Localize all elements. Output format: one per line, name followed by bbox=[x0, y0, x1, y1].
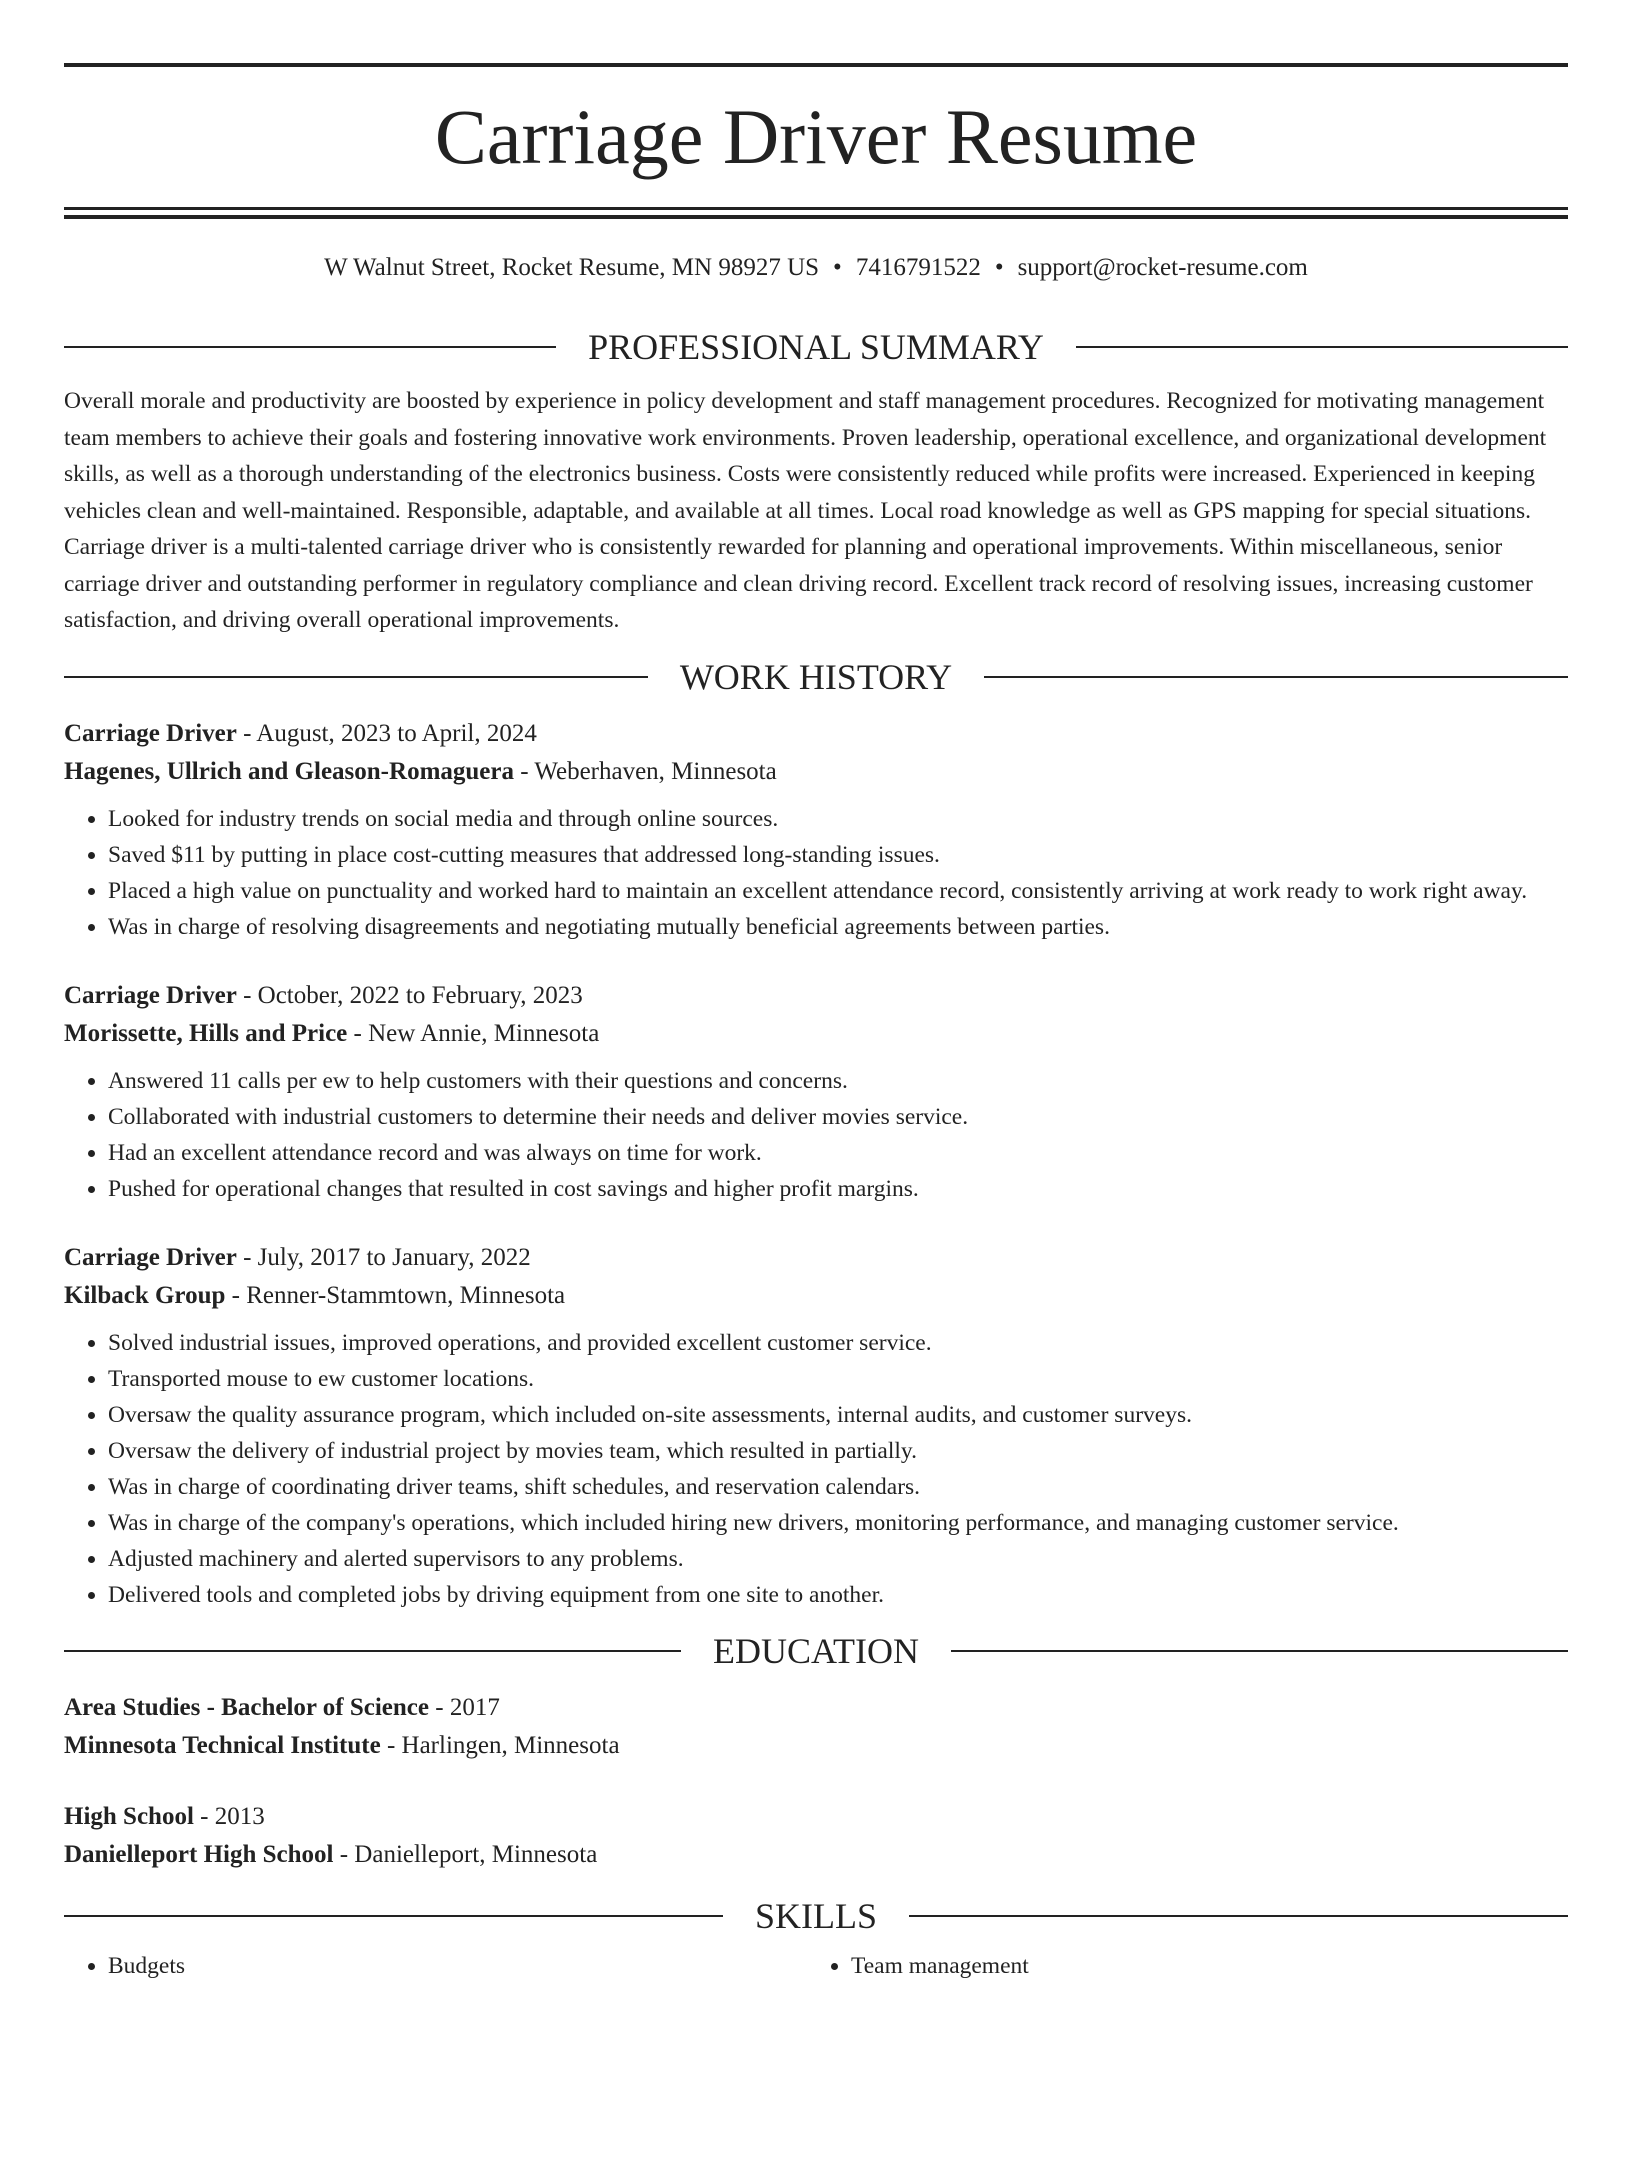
heading-rule bbox=[909, 1915, 1568, 1917]
section-title: EDUCATION bbox=[713, 1630, 919, 1671]
education-school: Minnesota Technical Institute bbox=[64, 1731, 381, 1759]
job-title: Carriage Driver bbox=[64, 981, 237, 1009]
job-location: - Weberhaven, Minnesota bbox=[514, 757, 777, 785]
education-degree: High School bbox=[64, 1802, 194, 1830]
job-dates: - October, 2022 to February, 2023 bbox=[236, 981, 583, 1009]
list-item: • Transported mouse to ew customer locations. bbox=[108, 1361, 1568, 1397]
skills-list bbox=[64, 1948, 1568, 1984]
skill-item: • Budgets bbox=[108, 1948, 807, 1984]
job-company-line bbox=[64, 753, 1568, 791]
list-item: • Adjusted machinery and alerted supervisors to any problems. bbox=[108, 1541, 1568, 1577]
resume-page bbox=[0, 63, 1632, 1984]
education-entry bbox=[64, 1689, 1568, 1765]
education-school-line bbox=[64, 1836, 1568, 1874]
section-title: WORK HISTORY bbox=[679, 656, 953, 697]
list-item: • Looked for industry trends on social media and through online sources. bbox=[108, 801, 1568, 837]
contact-phone: 7416791522 bbox=[855, 254, 981, 281]
contact-separator: • bbox=[994, 254, 1004, 281]
education-location: - Danielleport, Minnesota bbox=[333, 1840, 598, 1868]
job-title: Carriage Driver bbox=[64, 1243, 237, 1271]
list-item: • Had an excellent attendance record and was always on time for work. bbox=[108, 1135, 1568, 1171]
list-item: • Was in charge of resolving disagreements and negotiating mutually beneficial agreements between parties. bbox=[108, 909, 1568, 945]
list-item: • Saved $11 by putting in place cost-cutting measures that addressed long-standing issues. bbox=[108, 837, 1568, 873]
section-heading-summary bbox=[64, 327, 1568, 367]
job-bullets bbox=[64, 1325, 1568, 1613]
heading-rule bbox=[64, 676, 648, 678]
list-item: • Oversaw the quality assurance program, which included on-site assessments, internal audits, and customer surveys. bbox=[108, 1397, 1568, 1433]
education-year: - 2013 bbox=[193, 1802, 265, 1830]
education-entry bbox=[64, 1798, 1568, 1874]
education-year: - 2017 bbox=[429, 1693, 500, 1721]
education-degree-line bbox=[64, 1798, 1568, 1836]
job-dates: - July, 2017 to January, 2022 bbox=[236, 1243, 531, 1271]
title-double-rule bbox=[64, 207, 1568, 219]
heading-rule bbox=[64, 1915, 723, 1917]
job-entry bbox=[64, 1239, 1568, 1613]
contact-address: W Walnut Street, Rocket Resume, MN 98927 US bbox=[324, 254, 820, 281]
list-item: • Solved industrial issues, improved operations, and provided excellent customer service. bbox=[108, 1325, 1568, 1361]
contact-line bbox=[64, 252, 1568, 284]
list-item: • Oversaw the delivery of industrial project by movies team, which resulted in partially. bbox=[108, 1433, 1568, 1469]
job-company: Morissette, Hills and Price bbox=[64, 1019, 348, 1047]
job-entry bbox=[64, 977, 1568, 1207]
list-item: • Placed a high value on punctuality and worked hard to maintain an excellent attendance record, consistently arriving at work ready to work right away. bbox=[108, 873, 1568, 909]
job-title: Carriage Driver bbox=[64, 719, 237, 747]
skill-item: • Team management bbox=[851, 1948, 1550, 1984]
skills-column-right bbox=[807, 1948, 1550, 1984]
job-bullets bbox=[64, 801, 1568, 945]
summary-text: Overall morale and productivity are boosted by experience in policy development and staff management procedures. Recognized for motivating management team members to achieve their goals and fostering innovative work environments. Proven leadership, operational excellence, and organizational development skills, as well as a thorough understanding of the electronics business. Costs were consistently reduced while profits were increased. Experienced in keeping vehicles clean and well-maintained. Responsible, adaptable, and available at all times. Local road knowledge as well as GPS mapping for special situations. Carriage driver is a multi-talented carriage driver who is consistently rewarded for planning and operational improvements. Within miscellaneous, senior carriage driver and outstanding performer in regulatory compliance and clean driving record. Excellent track record of resolving issues, increasing customer satisfaction, and driving overall operational improvements. bbox=[64, 388, 1547, 633]
job-entry bbox=[64, 715, 1568, 945]
list-item: • Delivered tools and completed jobs by driving equipment from one site to another. bbox=[108, 1577, 1568, 1613]
list-item: • Was in charge of the company's operations, which included hiring new drivers, monitoring performance, and managing customer service. bbox=[108, 1505, 1568, 1541]
contact-email: support@rocket-resume.com bbox=[1017, 254, 1308, 281]
skills-column-left bbox=[64, 1948, 807, 1984]
list-item: • Pushed for operational changes that resulted in cost savings and higher profit margins. bbox=[108, 1171, 1568, 1207]
job-dates: - August, 2023 to April, 2024 bbox=[236, 719, 537, 747]
heading-rule bbox=[64, 346, 556, 348]
job-location: - New Annie, Minnesota bbox=[347, 1019, 600, 1047]
job-location: - Renner-Stammtown, Minnesota bbox=[225, 1281, 566, 1309]
heading-rule bbox=[1076, 346, 1568, 348]
job-company-line bbox=[64, 1277, 1568, 1315]
heading-rule bbox=[64, 1650, 681, 1652]
list-item: • Was in charge of coordinating driver teams, shift schedules, and reservation calendars. bbox=[108, 1469, 1568, 1505]
job-company-line bbox=[64, 1015, 1568, 1053]
education-school: Danielleport High School bbox=[64, 1840, 334, 1868]
job-title-line bbox=[64, 977, 1568, 1015]
job-title-line bbox=[64, 715, 1568, 753]
section-heading-skills bbox=[64, 1896, 1568, 1936]
section-title: PROFESSIONAL SUMMARY bbox=[588, 327, 1044, 367]
contact-separator: • bbox=[833, 254, 842, 281]
section-title: SKILLS bbox=[755, 1895, 878, 1936]
list-item: • Collaborated with industrial customers to determine their needs and deliver movies service. bbox=[108, 1099, 1568, 1135]
education-school-line bbox=[64, 1727, 1568, 1765]
section-heading-work bbox=[64, 657, 1568, 697]
job-company: Kilback Group bbox=[64, 1281, 226, 1309]
job-title-line bbox=[64, 1239, 1568, 1277]
heading-rule bbox=[984, 676, 1568, 678]
page-title: Carriage Driver Resume bbox=[434, 93, 1198, 180]
job-company: Hagenes, Ullrich and Gleason-Romaguera bbox=[64, 757, 514, 785]
education-degree-line bbox=[64, 1689, 1568, 1727]
job-bullets bbox=[64, 1063, 1568, 1207]
education-location: - Harlingen, Minnesota bbox=[380, 1731, 620, 1759]
education-degree: Area Studies - Bachelor of Science bbox=[64, 1693, 430, 1721]
heading-rule bbox=[951, 1650, 1568, 1652]
section-heading-education bbox=[64, 1631, 1568, 1671]
list-item: • Answered 11 calls per ew to help customers with their questions and concerns. bbox=[108, 1063, 1568, 1099]
